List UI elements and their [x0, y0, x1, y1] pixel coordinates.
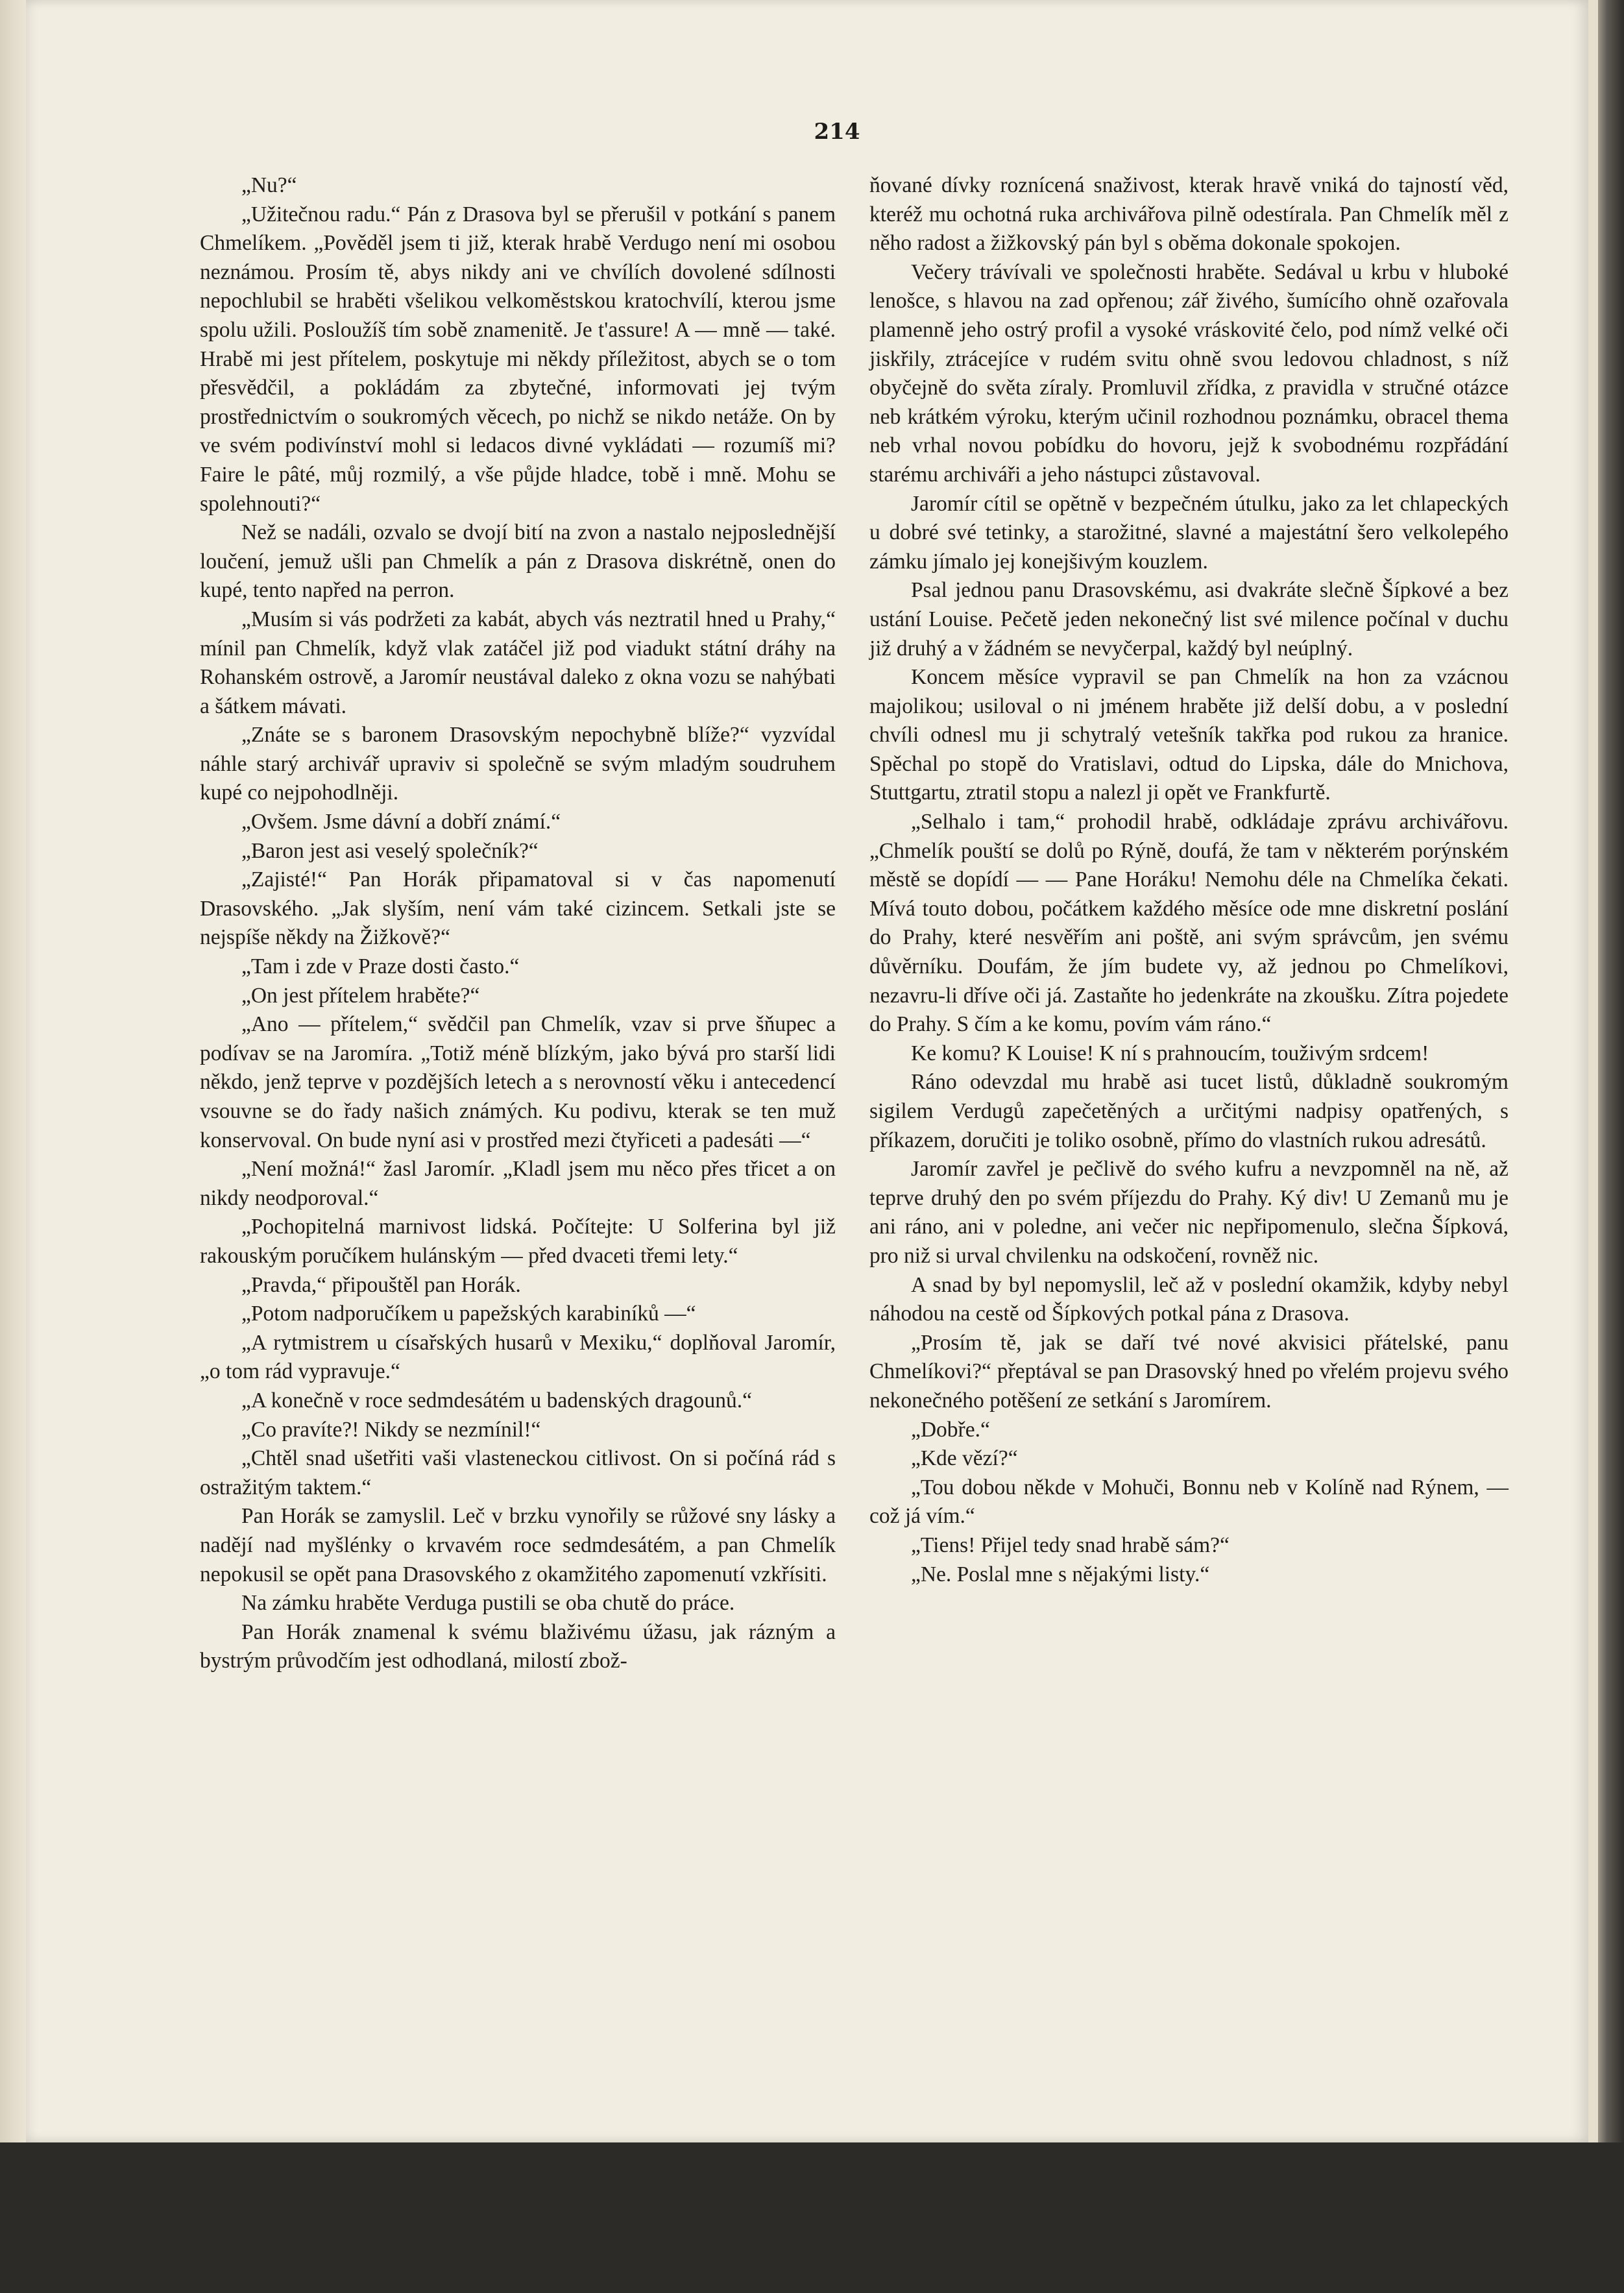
left-text-column [200, 171, 836, 1676]
paragraph: Psal jednou panu Drasovskému, asi dvakráte slečně Šípkové a bez ustání Louise. Pečetě jeden nekonečný list své milence počínal v duchu již druhý a v žádném se nevyčerpal, každý byl neúplný. [869, 578, 1509, 661]
paragraph: „Užitečnou radu.“ Pán z Drasova byl se přerušil v potkání s panem Chmelíkem. „Pověděl jsem ti již, kterak hrabě Verdugo není mi osobou neznámou. Prosím tě, abys nikdy ani ve chvílích dovolené sdílnosti nepochlubil se hraběti všelikou velkoměstskou kratochvílí, kterou jsme spolu užili. Posloužíš tím sobě znamenitě. Je t'assure! A — mně — také. Hrabě mi jest přítelem, poskytuje mi někdy příležitost, abych se o tom přesvědčil, a pokládám za zbytečné, informovati jej tvým prostřednictvím o soukromých věcech, po nichž se nikdo netáže. On by ve svém podivínství mohl si ledacos divné vykládati — rozumíš mi? Faire le pâté, můj rozmilý, a vše půjde hladce, tobě i mně. Mohu se spolehnouti?“ [200, 202, 836, 516]
paragraph: ňované dívky roznícená snaživost, kterak hravě vniká do tajností věd, kteréž mu ochotná ruka archivářova pilně odestírala. Pan Chmelík měl z něho radost a žižkovský pán byl s oběma dokonale spokojen. [869, 173, 1509, 256]
page-number: 214 [814, 119, 860, 145]
page-left-margin [0, 0, 26, 2142]
paragraph: „Kde vězí?“ [911, 1446, 1018, 1471]
paragraph: „On jest přítelem hraběte?“ [241, 983, 480, 1008]
paragraph: Na zámku hraběte Verduga pustili se oba chutě do práce. [241, 1591, 735, 1616]
paragraph: A snad by byl nepomyslil, leč až v poslední okamžik, kdyby nebyl náhodou na cestě od Šípkových potkal pána z Drasova. [869, 1272, 1509, 1326]
paragraph: „Pravda,“ připouštěl pan Horák. [241, 1272, 521, 1297]
paragraph: „Zajisté!“ Pan Horák připamatoval si v čas napomenutí Drasovského. „Jak slyším, není vám také cizincem. Setkali jste se nejspíše někdy na Žižkově?“ [200, 867, 836, 950]
paragraph: „Znáte se s baronem Drasovským nepochybně blíže?“ vyzvídal náhle starý archivář upraviv si společně se svým mladým soudruhem kupé co nejpohodlněji. [200, 723, 836, 805]
paragraph: „Musím si vás podržeti za kabát, abych vás neztratil hned u Prahy,“ mínil pan Chmelík, když vlak zatáčel již pod viadukt státní dráhy na Rohanském ostrově, a Jaromír neustával daleko z okna vozu se nahýbati a šátkem mávati. [200, 607, 836, 718]
paragraph: „Ovšem. Jsme dávní a dobří známí.“ [241, 810, 561, 834]
paragraph: „Pochopitelná marnivost lidská. Počítejte: U Solferina byl již rakouským poručíkem hulánským — před dvaceti třemi lety.“ [200, 1215, 836, 1268]
paragraph: „Dobře.“ [911, 1417, 990, 1442]
paragraph: „Tiens! Přijel tedy snad hrabě sám?“ [911, 1533, 1230, 1557]
paragraph: „A rytmistrem u císařských husarů v Mexiku,“ doplňoval Jaromír, „o tom rád vypravuje.“ [200, 1330, 836, 1384]
right-text-column [869, 171, 1509, 1589]
paragraph: „Tou dobou někde v Mohuči, Bonnu neb v Kolíně nad Rýnem, — což já vím.“ [869, 1475, 1509, 1529]
paragraph: Ráno odevzdal mu hrabě asi tucet listů, důkladně soukromým sigilem Verdugů zapečetěných a určitými nadpisy opatřených, s příkazem, doručiti je toliko osobně, přímo do vlastních rukou adresátů. [869, 1070, 1509, 1152]
paragraph: „Co pravíte?! Nikdy se nezmínil!“ [241, 1417, 541, 1442]
paragraph: Ke komu? K Louise! K ní s prahnoucím, touživým srdcem! [911, 1041, 1429, 1065]
paragraph: „Potom nadporučíkem u papežských karabiníků —“ [241, 1302, 696, 1326]
paragraph: „Ano — přítelem,“ svědčil pan Chmelík, vzav si prve šňupec a podívav se na Jaromíra. „Totiž méně blízkým, jako bývá pro starší lidi někdo, jenž teprve v pozdějších letech a s nerovností věku i antecedencí vsouvne se do řady našich známých. Ku podivu, kterak se ten muž konservoval. On bude nyní asi v prostřed mezi čtyřiceti a padesáti —“ [200, 1012, 836, 1152]
paragraph: „Prosím tě, jak se daří tvé nové akvisici přátelské, panu Chmelíkovi?“ přeptával se pan Drasovský hned po vřelém projevu svého nekonečného potěšení ze setkání s Jaromírem. [869, 1330, 1509, 1413]
paragraph: Večery trávívali ve společnosti hraběte. Sedával u krbu v hluboké lenošce, s hlavou na zad opřenou; zář živého, šumícího ohně ozařovala plamenně jeho ostrý profil a vysoké vráskovité čelo, pod nímž velké oči jiskřily, ztrácejíce v rudém svitu ohně svou ledovou chladnost, s níž obyčejně do světa zíraly. Promluvil zřídka, z pravidla v stručné otázce neb krátkém výroku, kterým učinil rozhodnou poznámku, obracel thema neb vrhal novou pobídku do hovoru, jejž k svobodnému rozpřádání starému archiváři a jeho nástupci zůstavoval. [869, 260, 1509, 487]
paragraph: Než se nadáli, ozvalo se dvojí bití na zvon a nastalo nejposlednější loučení, jemuž ušli pan Chmelík a pán z Drasova diskrétně, onen do kupé, tento napřed na perron. [200, 520, 836, 603]
paragraph: „Tam i zde v Praze dosti často.“ [241, 954, 520, 979]
paragraph: „Chtěl snad ušetřiti vaši vlasteneckou citlivost. On si počíná rád s ostražitým taktem.“ [200, 1446, 836, 1499]
paragraph: Koncem měsíce vypravil se pan Chmelík na hon za vzácnou majolikou; usiloval o ni jménem hraběte již delší dobu, a v poslední chvíli odnesl mu ji schytralý vetešník takřka pod rukou za hranice. Spěchal po stopě do Vratislavi, odtud do Lipska, dále do Mnichova, Stuttgartu, ztratil stopu a nalezl ji opět ve Frankfurtě. [869, 665, 1509, 805]
paragraph: „Ne. Poslal mne s nějakými listy.“ [911, 1562, 1210, 1586]
paragraph: Jaromír zavřel je pečlivě do svého kufru a nevzpomněl na ně, až teprve druhý den po svém příjezdu do Prahy. Ký div! U Zemanů mu je ani ráno, ani v poledne, ani večer nic nepřipomenulo, slečna Šípková, pro niž si urval chvilenku na odskočení, rovněž nic. [869, 1157, 1509, 1268]
paragraph: „Selhalo i tam,“ prohodil hrabě, odkládaje zprávu archivářovu. „Chmelík pouští se dolů po Rýně, doufá, že tam v některém porýnském městě se dopídí — — Pane Horáku! Nemohu déle na Chmelíka čekati. Mívá touto dobou, počátkem každého měsíce ode mne diskretní poslání do Prahy, které nesvěřím ani poště, ani svým správcům, jen svému důvěrníku. Doufám, že jím budete vy, až jednou po Chmelíkovi, nezavru-li dříve oči já. Zastaňte ho jedenkráte na zkoušku. Zítra pojedete do Prahy. S čím a ke komu, povím vám ráno.“ [869, 810, 1509, 1037]
page-right-shadow [1598, 0, 1624, 2142]
paragraph: Pan Horák se zamyslil. Leč v brzku vynořily se růžové sny lásky a nadějí nad myšlénky o krvavém roce sedmdesátém, a pan Chmelík nepokusil se opět pana Drasovského z okamžitého zapomenutí vzkřísiti. [200, 1504, 836, 1586]
paragraph: Jaromír cítil se opětně v bezpečném útulku, jako za let chlapeckých u dobré své tetinky, a starožitné, slavné a majestátní šero velkolepého zámku jímalo jej konejšivým kouzlem. [869, 491, 1509, 574]
paragraph: „A konečně v roce sedmdesátém u badenských dragounů.“ [241, 1388, 752, 1413]
paragraph: „Nu?“ [241, 173, 297, 197]
paragraph: „Není možná!“ žasl Jaromír. „Kladl jsem mu něco přes třicet a on nikdy neodporoval.“ [200, 1157, 836, 1210]
paragraph: „Baron jest asi veselý společník?“ [241, 838, 539, 863]
paragraph: Pan Horák znamenal k svému blaživému úžasu, jak rázným a bystrým průvodčím jest odhodlaná, milostí zbož- [200, 1620, 836, 1673]
